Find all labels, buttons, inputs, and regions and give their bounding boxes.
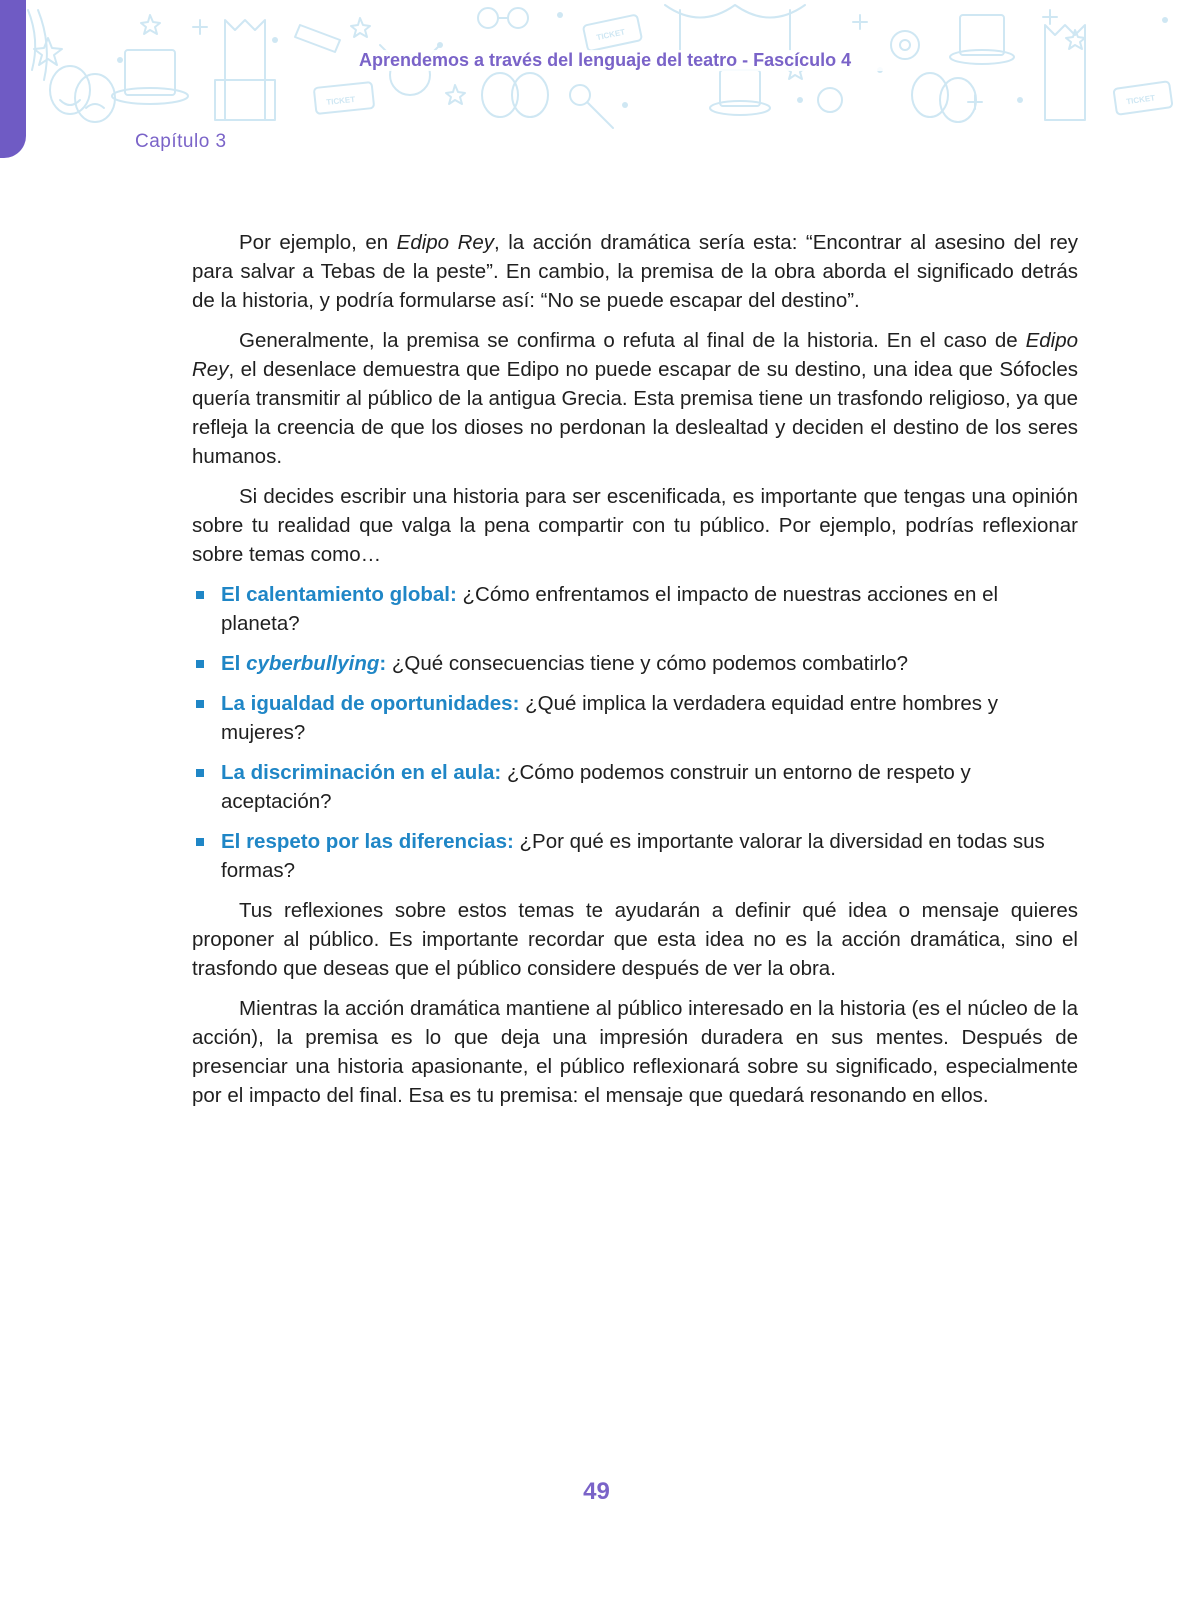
play-title: Edipo Rey bbox=[396, 231, 495, 254]
topics-list bbox=[192, 580, 1078, 885]
paragraph-3: Si decides escribir una historia para ser escenificada, es importante que tengas una opinión sobre tu realidad que valga la pena compartir con tu público. Por ejemplo, podrías reflexionar sobre temas como… bbox=[192, 485, 1078, 566]
paragraph-1: Por ejemplo, en Edipo Rey, la acción dramática sería esta: “Encontrar al asesino del rey para salvar a Tebas de la peste”. En cambio, la premisa de la obra aborda el significado detrás de la historia, y podría formularse así: “No se puede escapar del destino”. bbox=[192, 231, 1078, 312]
chapter-label: Capítulo 3 bbox=[135, 131, 227, 152]
list-item: El cyberbullying: ¿Qué consecuencias tiene y cómo podemos combatirlo? bbox=[192, 649, 1078, 678]
ticket-label-3: TICKET bbox=[1125, 93, 1156, 107]
list-item: El calentamiento global: ¿Cómo enfrentamos el impacto de nuestras acciones en el planeta? bbox=[192, 580, 1078, 638]
list-item: La igualdad de oportunidades: ¿Qué implica la verdadera equidad entre hombres y mujeres? bbox=[192, 689, 1078, 747]
ticket-label-1: TICKET bbox=[325, 94, 356, 107]
play-title: Edipo Rey bbox=[192, 329, 1078, 381]
page-number: 49 bbox=[583, 1478, 610, 1505]
list-item: La discriminación en el aula: ¿Cómo podemos construir un entorno de respeto y aceptación? bbox=[192, 758, 1078, 816]
paragraph-4: Tus reflexiones sobre estos temas te ayudarán a definir qué idea o mensaje quieres proponer al público. Es importante recordar que esta idea no es la acción dramática, sino el trasfondo que deseas que el público considere después de ver la obra. bbox=[192, 899, 1078, 980]
square-bullet-icon bbox=[196, 838, 204, 846]
paragraph-2: Generalmente, la premisa se confirma o refuta al final de la historia. En el caso de Edipo Rey, el desenlace demuestra que Edipo no puede escapar de su destino, una idea que Sófocles quería transmitir al público de la antigua Grecia. Esta premisa tiene un trasfondo religioso, ya que refleja la creencia de que los dioses no perdonan la deslealtad y deciden el destino de los seres humanos. bbox=[192, 329, 1078, 468]
square-bullet-icon bbox=[196, 700, 204, 708]
square-bullet-icon bbox=[196, 769, 204, 777]
running-title: Aprendemos a través del lenguaje del teatro - Fascículo 4 bbox=[355, 50, 883, 71]
square-bullet-icon bbox=[196, 591, 204, 599]
list-item: El respeto por las diferencias: ¿Por qué es importante valorar la diversidad en todas sus formas? bbox=[192, 827, 1078, 885]
square-bullet-icon bbox=[196, 660, 204, 668]
theater-header-illustration bbox=[0, 0, 1193, 150]
paragraph-5: Mientras la acción dramática mantiene al público interesado en la historia (es el núcleo de la acción), la premisa es lo que deja una impresión duradera en sus mentes. Después de presenciar una historia apasionante, el público reflexionará sobre su significado, especialmente por el impacto del final. Esa es tu premisa: el mensaje que quedará resonando en ellos. bbox=[192, 997, 1078, 1107]
ticket-label-2: TICKET bbox=[595, 27, 626, 43]
page-content bbox=[192, 228, 1078, 1121]
